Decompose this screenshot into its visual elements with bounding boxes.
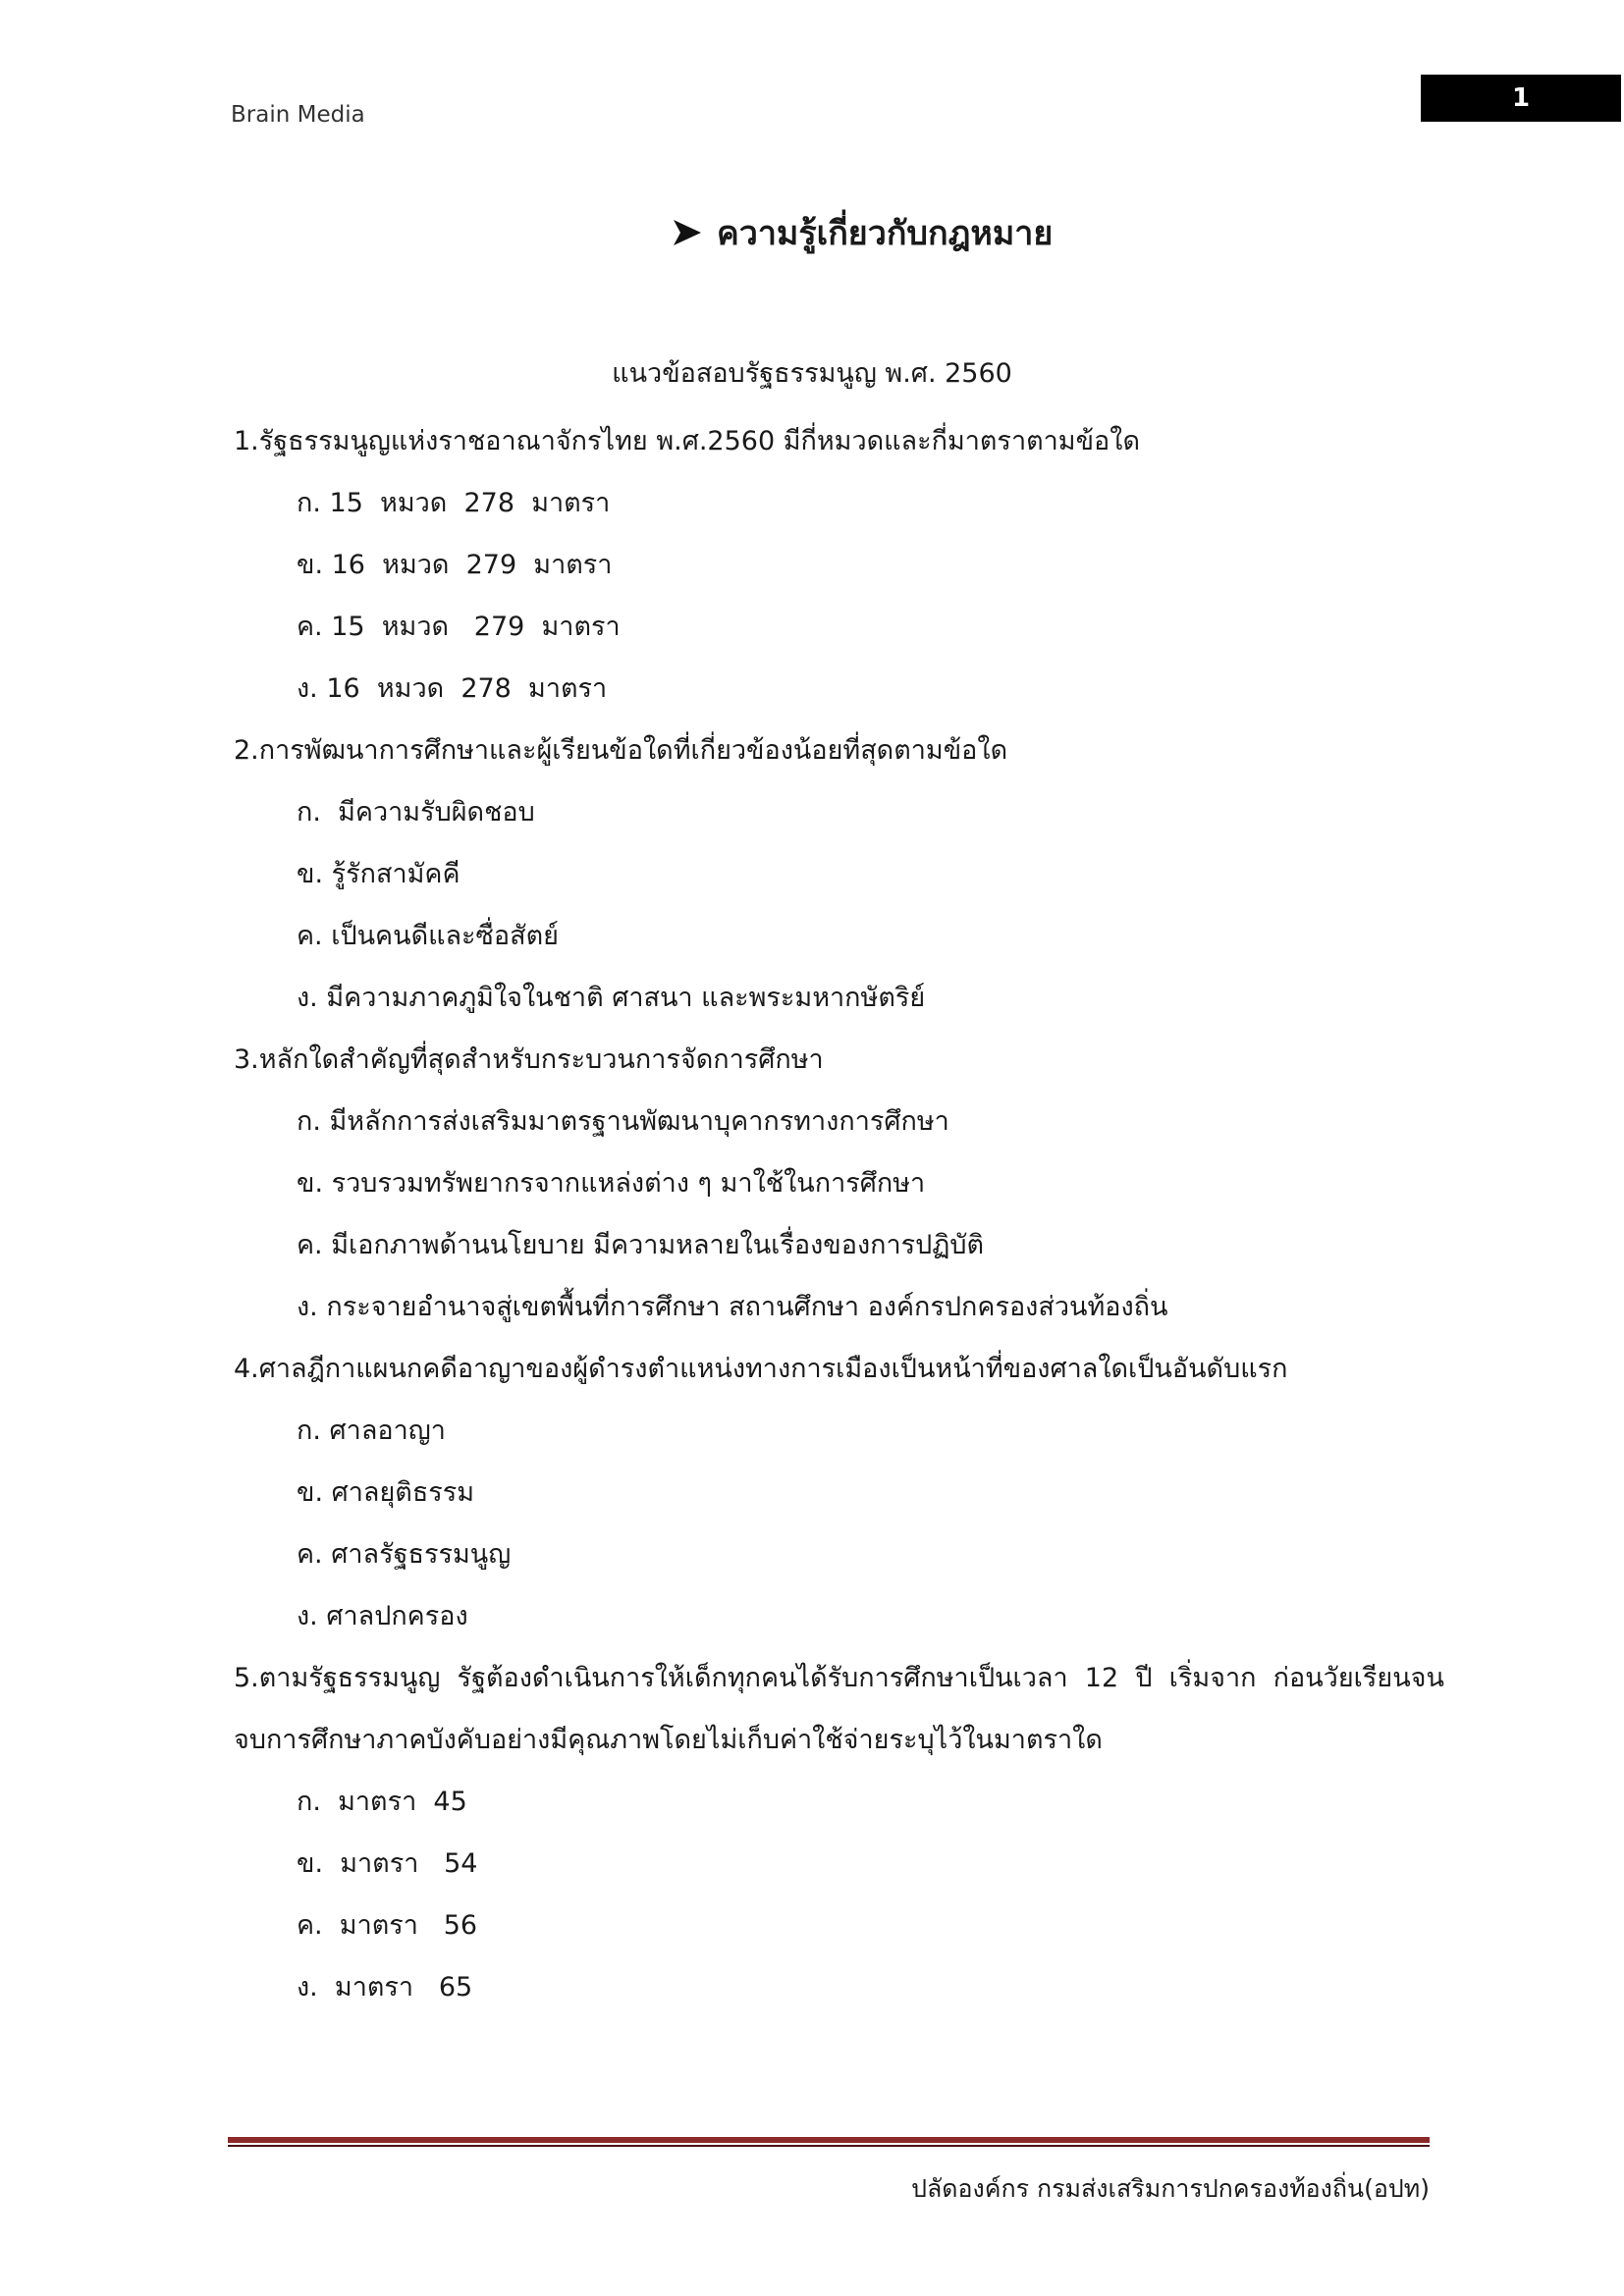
answer-option: ค. ศาลรัฐธรรมนูญ [297,1539,512,1570]
question-block [234,1338,1432,1647]
answer-option: ง. มีความภาคภูมิใจในชาติ ศาสนา และพระมหากษัตริย์ [297,983,926,1013]
header-brand: Brain Media [231,102,365,128]
answer-option: ก. มาตรา 45 [297,1787,467,1817]
answer-option: ค. มาตรา 56 [297,1910,478,1941]
question-block [234,1029,1432,1338]
question-block [234,720,1432,1029]
answer-option: ก. 15 หมวด 278 มาตรา [297,488,611,518]
page-title [672,206,1053,259]
answer-option: ค. เป็นคนดีและซื่อสัตย์ [297,921,559,951]
answer-option: ง. มาตรา 65 [297,1972,473,2002]
page-title-text: ความรู้เกี่ยวกับกฎหมาย [717,214,1054,253]
question-block [234,1647,1444,2018]
answer-option: ค. 15 หมวด 279 มาตรา [297,612,621,642]
answer-option: ง. ศาลปกครอง [297,1601,468,1631]
page-number-badge: 1 [1421,75,1621,122]
answer-option: ก. มีความรับผิดชอบ [297,797,535,828]
answer-option: ข. 16 หมวด 279 มาตรา [297,550,613,580]
footer-divider [228,2137,1430,2143]
answer-option: ค. มีเอกภาพด้านนโยบาย มีความหลายในเรื่องของการปฏิบัติ [297,1230,985,1260]
answer-option: ข. มาตรา 54 [297,1848,478,1879]
answer-option: ก. ศาลอาญา [297,1415,446,1446]
answer-option: ข. ศาลยุติธรรม [297,1477,475,1508]
question-text-continued: จบการศึกษาภาคบังคับอย่างมีคุณภาพโดยไม่เก็บค่าใช้จ่ายระบุไว้ในมาตราใด [234,1725,1103,1755]
section-subtitle: แนวข้อสอบรัฐธรรมนูญ พ.ศ. 2560 [612,358,1012,389]
answer-option: ง. กระจายอำนาจสู่เขตพื้นที่การศึกษา สถานศึกษา องค์กรปกครองส่วนท้องถิ่น [297,1292,1168,1322]
question-text: 5.ตามรัฐธรรมนูญ รัฐต้องดำเนินการให้เด็กทุกคนได้รับการศึกษาเป็นเวลา 12 ปี เริ่มจาก ก่อนวัยเรียนจน [234,1663,1444,1693]
question-text: 4.ศาลฎีกาแผนกคดีอาญาของผู้ดำรงตำแหน่งทางการเมืองเป็นหน้าที่ของศาลใดเป็นอันดับแรก [234,1354,1288,1384]
answer-option: ข. รวบรวมทรัพยากรจากแหล่งต่าง ๆ มาใช้ในการศึกษา [297,1168,926,1199]
answer-option: ข. รู้รักสามัคคี [297,859,460,889]
question-list [234,410,1444,2018]
answer-option: ง. 16 หมวด 278 มาตรา [297,673,608,704]
question-block [234,410,1432,720]
question-text: 2.การพัฒนาการศึกษาและผู้เรียนข้อใดที่เกี่ยวข้องน้อยที่สุดตามข้อใด [234,735,1008,766]
arrow-bullet-icon [672,217,703,248]
question-text: 1.รัฐธรรมนูญแห่งราชอาณาจักรไทย พ.ศ.2560 มีกี่หมวดและกี่มาตราตามข้อใด [234,426,1140,456]
footer-text: ปลัดองค์กร กรมส่งเสริมการปกครองท้องถิ่น(อปท) [911,2174,1430,2203]
question-text: 3.หลักใดสำคัญที่สุดสำหรับกระบวนการจัดการศึกษา [234,1044,824,1075]
footer-divider-thin [228,2145,1430,2147]
answer-option: ก. มีหลักการส่งเสริมมาตรฐานพัฒนาบุคากรทางการศึกษา [297,1106,949,1137]
